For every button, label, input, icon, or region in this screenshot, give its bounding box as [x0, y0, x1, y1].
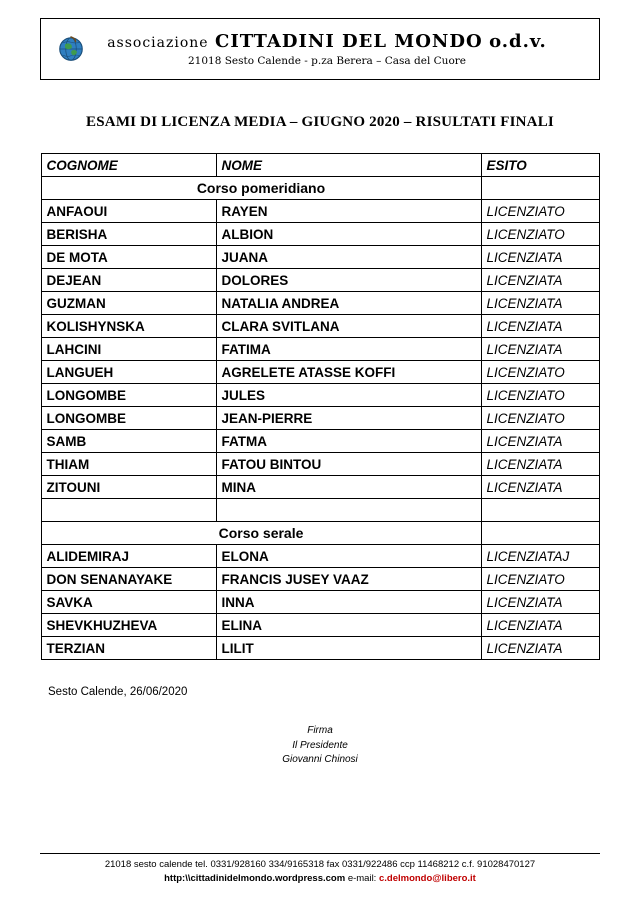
cell-cognome: BERISHA — [41, 223, 216, 246]
cell-nome: FATMA — [216, 430, 481, 453]
table-row — [41, 614, 599, 637]
table-row — [41, 315, 599, 338]
cell-nome: DOLORES — [216, 269, 481, 292]
cell-esito: LICENZIATA — [481, 338, 599, 361]
signature-line-1: Firma — [307, 725, 333, 736]
cell-cognome: THIAM — [41, 453, 216, 476]
footer-web-line — [40, 872, 600, 887]
table-row — [41, 292, 599, 315]
cell-esito: LICENZIATO — [481, 361, 599, 384]
cell-esito: LICENZIATO — [481, 223, 599, 246]
cell-esito: LICENZIATA — [481, 476, 599, 499]
cell-cognome: SAMB — [41, 430, 216, 453]
cell-nome: CLARA SVITLANA — [216, 315, 481, 338]
cell-cognome: LANGUEH — [41, 361, 216, 384]
cell-cognome: GUZMAN — [41, 292, 216, 315]
place-date: Sesto Calende, 26/06/2020 — [48, 686, 188, 698]
cell-esito: LICENZIATA — [481, 246, 599, 269]
assoc-name: CITTADINI DEL MONDO — [215, 31, 483, 52]
spacer-cell — [216, 499, 481, 522]
header-cognome: COGNOME — [41, 154, 216, 177]
cell-esito: LICENZIATO — [481, 407, 599, 430]
table-row — [41, 476, 599, 499]
cell-esito: LICENZIATO — [481, 384, 599, 407]
letterhead — [40, 18, 600, 80]
logo-container — [41, 34, 101, 64]
table-row — [41, 545, 599, 568]
cell-cognome: SHEVKHUZHEVA — [41, 614, 216, 637]
cell-nome: JUANA — [216, 246, 481, 269]
spacer-cell — [41, 499, 216, 522]
table-row — [41, 246, 599, 269]
table-row — [41, 338, 599, 361]
section-label-pomeridiano: Corso pomeridiano — [41, 177, 481, 200]
cell-nome: JULES — [216, 384, 481, 407]
signature-block — [40, 724, 600, 768]
table-header-row — [41, 154, 599, 177]
spacer-cell — [481, 499, 599, 522]
cell-nome: RAYEN — [216, 200, 481, 223]
cell-nome: ELINA — [216, 614, 481, 637]
cell-esito: LICENZIATA — [481, 292, 599, 315]
results-table — [41, 153, 600, 660]
cell-cognome: LONGOMBE — [41, 384, 216, 407]
cell-esito: LICENZIATA — [481, 637, 599, 660]
cell-nome: ALBION — [216, 223, 481, 246]
table-row — [41, 568, 599, 591]
section-esito-blank — [481, 522, 599, 545]
table-row — [41, 637, 599, 660]
cell-esito: LICENZIATA — [481, 591, 599, 614]
footer-email[interactable]: c.delmondo@libero.it — [378, 873, 476, 885]
table-row — [41, 453, 599, 476]
table-row — [41, 223, 599, 246]
header-esito: ESITO — [481, 154, 599, 177]
table-row — [41, 269, 599, 292]
letterhead-text — [101, 31, 599, 67]
page-title: ESAMI DI LICENZA MEDIA – GIUGNO 2020 – RISULTATI FINALI — [86, 114, 554, 130]
cell-esito: LICENZIATA — [481, 430, 599, 453]
cell-cognome: ANFAOUI — [41, 200, 216, 223]
cell-cognome: DE MOTA — [41, 246, 216, 269]
cell-nome: MINA — [216, 476, 481, 499]
cell-nome: NATALIA ANDREA — [216, 292, 481, 315]
cell-cognome: SAVKA — [41, 591, 216, 614]
footer-contact-line: 21018 sesto calende tel. 0331/928160 334/9165318 fax 0331/922486 ccp 11468212 c.f. 91028470127 — [104, 858, 536, 870]
cell-cognome: KOLISHYNSKA — [41, 315, 216, 338]
header-nome: NOME — [216, 154, 481, 177]
cell-nome: JEAN-PIERRE — [216, 407, 481, 430]
cell-cognome: TERZIAN — [41, 637, 216, 660]
cell-cognome: ZITOUNI — [41, 476, 216, 499]
signature-line-3: Giovanni Chinosi — [282, 754, 358, 765]
footer-website[interactable]: http:\\cittadinidelmondo.wordpress.com — [164, 873, 346, 885]
cell-nome: INNA — [216, 591, 481, 614]
document-page — [0, 18, 640, 923]
results-table-body — [41, 154, 599, 660]
table-row — [41, 591, 599, 614]
association-line — [101, 31, 553, 52]
section-header-row — [41, 522, 599, 545]
cell-cognome: DEJEAN — [41, 269, 216, 292]
table-row — [41, 407, 599, 430]
cell-nome: AGRELETE ATASSE KOFFI — [216, 361, 481, 384]
cell-cognome: LONGOMBE — [41, 407, 216, 430]
section-header-row — [41, 177, 599, 200]
cell-nome: FRANCIS JUSEY VAAZ — [216, 568, 481, 591]
cell-cognome: LAHCINI — [41, 338, 216, 361]
table-row — [41, 430, 599, 453]
globe-icon — [56, 34, 86, 64]
cell-esito: LICENZIATA — [481, 614, 599, 637]
cell-cognome: ALIDEMIRAJ — [41, 545, 216, 568]
table-row — [41, 200, 599, 223]
assoc-prefix: associazione — [107, 35, 209, 51]
cell-esito: LICENZIATA — [481, 453, 599, 476]
cell-cognome: DON SENANAYAKE — [41, 568, 216, 591]
table-row — [41, 384, 599, 407]
cell-nome: ELONA — [216, 545, 481, 568]
cell-esito: LICENZIATO — [481, 568, 599, 591]
cell-esito: LICENZIATO — [481, 200, 599, 223]
letterhead-address: 21018 Sesto Calende - p.za Berera – Casa del Cuore — [187, 55, 467, 67]
section-label-serale: Corso serale — [41, 522, 481, 545]
cell-nome: LILIT — [216, 637, 481, 660]
page-footer — [40, 853, 600, 887]
cell-esito: LICENZIATA — [481, 315, 599, 338]
cell-nome: FATOU BINTOU — [216, 453, 481, 476]
spacer-row — [41, 499, 599, 522]
signature-line-2: Il Presidente — [292, 739, 348, 751]
table-row — [41, 361, 599, 384]
cell-esito: LICENZIATAJ — [481, 545, 599, 568]
cell-esito: LICENZIATA — [481, 269, 599, 292]
assoc-suffix: o.d.v. — [489, 31, 547, 52]
footer-email-label: e-mail: — [347, 873, 377, 885]
section-esito-blank — [481, 177, 599, 200]
cell-nome: FATIMA — [216, 338, 481, 361]
